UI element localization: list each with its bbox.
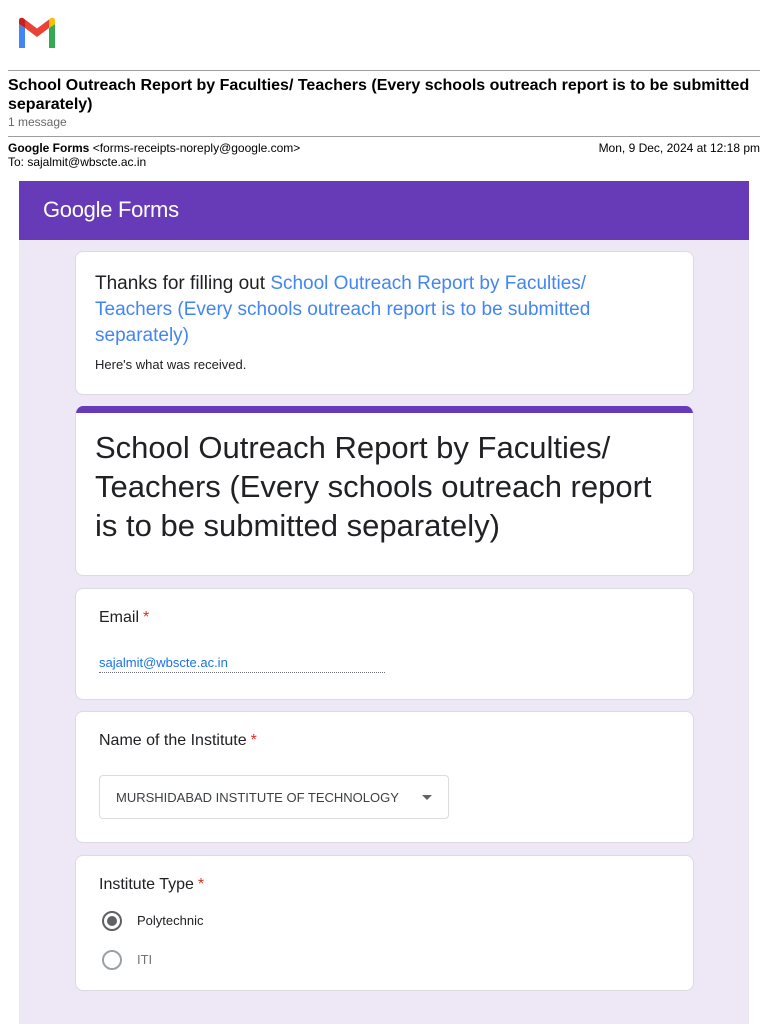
subject-divider [8,136,760,137]
question-institute-name [75,711,694,843]
email-date: Mon, 9 Dec, 2024 at 12:18 pm [598,141,760,155]
email-answer[interactable]: sajalmit@wbscte.ac.in [99,655,385,673]
chevron-down-icon [422,795,432,800]
email-subject: School Outreach Report by Faculties/ Teachers (Every schools outreach report is to be submitted separately) [8,77,750,113]
radio-unchecked-icon[interactable] [102,950,122,970]
question-label [99,732,257,750]
google-forms-brand: Google Forms [43,197,179,222]
question-label [99,609,149,627]
radio-label: ITI [137,952,153,967]
thanks-card [75,251,694,395]
radio-checked-icon[interactable] [102,911,122,931]
question-email [75,588,694,700]
sender-name: Google Forms [8,141,90,155]
sender-email: <forms-receipts-noreply@google.com> [92,141,301,155]
recipient-line: To: sajalmit@wbscte.ac.in [8,155,147,169]
required-marker: * [250,732,257,749]
question-label [99,876,204,894]
radio-label: Polytechnic [137,913,204,928]
institute-type-label: Institute Type [99,876,194,893]
required-marker: * [197,876,205,893]
email-label: Email [99,609,140,626]
form-title-card [75,406,694,576]
gmail-logo-icon [16,16,58,50]
received-text: Here's what was received. [95,357,247,372]
thanks-prefix: Thanks for filling out [95,273,271,294]
institute-name-label: Name of the Institute [99,732,247,749]
header-divider [8,70,760,71]
form-title: School Outreach Report by Faculties/ Teachers (Every schools outreach report is to be submitted separately) [95,430,652,543]
form-link[interactable]: School Outreach Report by Faculties/ Teachers (Every schools outreach report is to be submitted separately) [95,273,591,346]
sender-line [8,141,300,155]
thanks-message [95,271,655,349]
message-count: 1 message [8,115,67,129]
institute-dropdown[interactable] [99,775,449,819]
institute-selected-value: MURSHIDABAD INSTITUTE OF TECHNOLOGY [116,790,399,805]
google-forms-header [19,181,749,240]
required-marker: * [143,609,150,626]
title-card-accent [76,406,693,413]
question-institute-type [75,855,694,991]
